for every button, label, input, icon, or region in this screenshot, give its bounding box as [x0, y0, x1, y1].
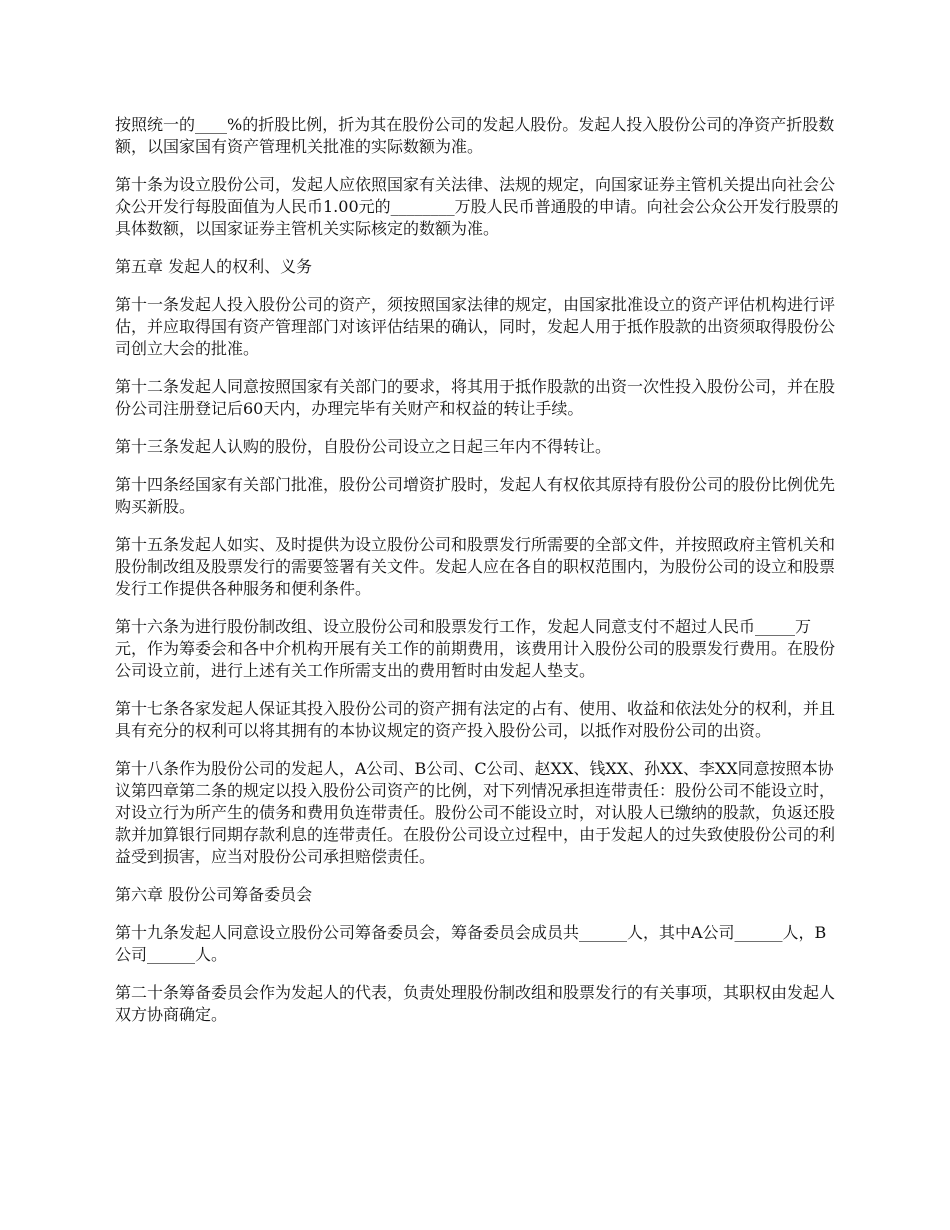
- article-12: 第十二条发起人同意按照国家有关部门的要求，将其用于抵作股款的出资一次性投入股份公司，并在股份公司注册登记后60天内，办理完毕有关财产和权益的转让手续。: [115, 377, 836, 418]
- article-14: 第十四条经国家有关部门批准，股份公司增资扩股时，发起人有权依其原持有股份公司的股份比例优先购买新股。: [115, 475, 836, 516]
- chapter-6-heading: 第六章 股份公司筹备委员会: [115, 885, 313, 904]
- article-17: 第十七条各家发起人保证其投入股份公司的资产拥有法定的占有、使用、收益和依法处分的权利，并且具有充分的权利可以将其拥有的本协议规定的资产投入股份公司，以抵作对股份公司的出资。: [115, 699, 836, 740]
- article-19: 第十九条发起人同意设立股份公司筹备委员会，筹备委员会成员共______人，其中A公司______人，B公司______人。: [115, 923, 827, 964]
- article-16: 第十六条为进行股份制改组、设立股份公司和股票发行工作，发起人同意支付不超过人民币_____万元，作为筹委会和各中介机构开展有关工作的前期费用，该费用计入股份公司的股票发行费用。在股份公司设立前，进行上述有关工作所需支出的费用暂时由发起人垫支。: [115, 617, 836, 680]
- article-10: 第十条为设立股份公司，发起人应依照国家有关法律、法规的规定，向国家证券主管机关提出向社会公众公开发行每股面值为人民币1.00元的________万股人民币普通股的申请。向社会公众公开发行股票的具体数额，以国家证券主管机关实际核定的数额为准。: [115, 175, 839, 238]
- paragraph-share-conversion: 按照统一的____%的折股比例，折为其在股份公司的发起人股份。发起人投入股份公司的净资产折股数额，以国家国有资产管理机关批准的实际数额为准。: [115, 115, 835, 156]
- chapter-5-heading: 第五章 发起人的权利、义务: [115, 257, 313, 276]
- article-18: 第十八条作为股份公司的发起人，A公司、B公司、C公司、赵XX、钱XX、孙XX、李XX同意按照本协议第四章第二条的规定以投入股份公司资产的比例，对下列情况承担连带责任：股份公司不能设立时，对设立行为所产生的债务和费用负连带责任。股份公司不能设立时，对认股人已缴纳的股款，负返还股款并加算银行同期存款利息的连带责任。在股份公司设立过程中，由于发起人的过失致使股份公司的利益受到损害，应当对股份公司承担赔偿责任。: [115, 759, 836, 866]
- document-body: [115, 114, 839, 1026]
- article-15: 第十五条发起人如实、及时提供为设立股份公司和股票发行所需要的全部文件，并按照政府主管机关和股份制改组及股票发行的需要签署有关文件。发起人应在各自的职权范围内，为股份公司的设立和股票发行工作提供各种服务和便利条件。: [115, 535, 836, 598]
- article-20: 第二十条筹备委员会作为发起人的代表，负责处理股份制改组和股票发行的有关事项，其职权由发起人双方协商确定。: [115, 983, 836, 1024]
- article-13: 第十三条发起人认购的股份，自股份公司设立之日起三年内不得转让。: [115, 437, 612, 456]
- article-11: 第十一条发起人投入股份公司的资产，须按照国家法律的规定，由国家批准设立的资产评估机构进行评估，并应取得国有资产管理部门对该评估结果的确认，同时，发起人用于抵作股款的出资须取得股份公司创立大会的批准。: [115, 295, 836, 358]
